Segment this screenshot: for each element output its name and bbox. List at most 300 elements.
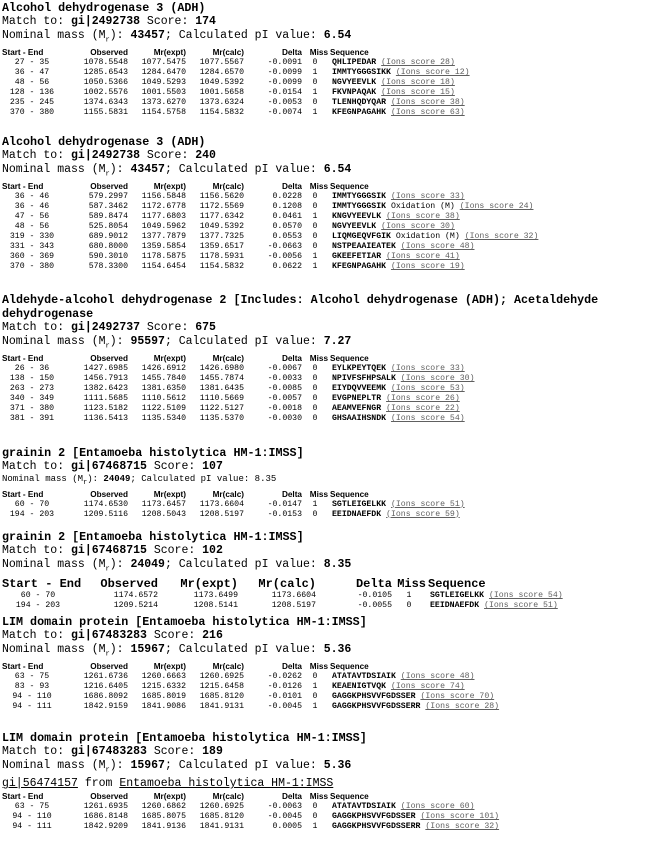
cell-miss: 0 bbox=[312, 404, 318, 414]
table-row bbox=[2, 262, 492, 272]
cell-delta: -0.0057 bbox=[267, 394, 302, 404]
table-header-row bbox=[2, 490, 492, 500]
nominal-mass: 24049 bbox=[130, 558, 165, 571]
cell-sequence bbox=[328, 108, 492, 118]
cell-delta: -0.0099 bbox=[267, 78, 302, 88]
cell-observed: 689.9012 bbox=[88, 232, 128, 242]
cell-mr-expt: 1177.6803 bbox=[141, 212, 186, 222]
cell-mr-expt: 1122.5109 bbox=[141, 404, 186, 414]
cell-observed: 1261.6935 bbox=[83, 802, 128, 812]
protein-hit bbox=[2, 293, 657, 424]
cell-sequence bbox=[328, 88, 492, 98]
pi-value: 8.35 bbox=[254, 474, 277, 484]
ions-score-link[interactable]: (Ions score 48) bbox=[400, 672, 475, 682]
column-header: Mr(calc) bbox=[258, 577, 316, 592]
cell-delta: -0.0262 bbox=[267, 672, 302, 682]
table-row bbox=[2, 802, 492, 812]
cell-observed: 1174.6572 bbox=[113, 591, 158, 601]
ions-score-link[interactable]: (Ions score 19) bbox=[390, 262, 465, 272]
cell-range: 63 - 75 bbox=[14, 672, 50, 682]
cell-mr-calc: 1172.5569 bbox=[199, 202, 244, 212]
column-header: Observed bbox=[90, 489, 128, 499]
cell-miss: 0 bbox=[312, 242, 318, 252]
cell-observed: 1686.8092 bbox=[83, 692, 128, 702]
alt-accession-line: gi|56474157 from Entamoeba histolytica HM-1:IMSS bbox=[2, 777, 334, 791]
match-line: Match to: gi|67483283 Score: 216 bbox=[2, 629, 223, 642]
cell-miss: 1 bbox=[406, 591, 412, 601]
protein-hit bbox=[2, 530, 657, 611]
peptide-sequence: ATATAVTDSIAIK bbox=[332, 672, 396, 682]
cell-sequence bbox=[328, 510, 492, 520]
peptide-sequence: AEAMVEFNGR bbox=[332, 404, 382, 414]
cell-range: 194 - 203 bbox=[15, 601, 61, 611]
peptide-sequence: FKVNPAQAK bbox=[332, 88, 377, 98]
cell-observed: 1209.5214 bbox=[113, 601, 158, 611]
cell-delta: -0.0055 bbox=[357, 601, 392, 611]
peptide-table bbox=[2, 662, 500, 712]
peptide-sequence: EYLKPEYTQEK bbox=[332, 364, 387, 374]
peptide-sequence: NGVYEEVLK bbox=[332, 78, 377, 88]
cell-sequence bbox=[328, 374, 492, 384]
peptide-sequence: IMMTYGGGSIK bbox=[332, 202, 387, 212]
cell-mr-calc: 1426.6980 bbox=[199, 364, 244, 374]
cell-mr-calc: 1359.6517 bbox=[199, 242, 244, 252]
cell-observed: 589.8474 bbox=[88, 212, 128, 222]
cell-mr-calc: 1154.5832 bbox=[199, 262, 244, 272]
cell-observed: 1111.5685 bbox=[83, 394, 128, 404]
cell-range: 138 - 150 bbox=[9, 374, 55, 384]
peptide-sequence: TLENHQDYQAR bbox=[332, 98, 387, 108]
ions-score-link[interactable]: (Ions score 101) bbox=[420, 812, 500, 822]
cell-sequence bbox=[328, 212, 492, 222]
table-row bbox=[2, 682, 492, 692]
protein-hit bbox=[2, 446, 657, 520]
protein-score: 216 bbox=[202, 629, 223, 642]
cell-range: 60 - 70 bbox=[14, 499, 50, 509]
ions-score-link[interactable]: (Ions score 33) bbox=[390, 364, 465, 374]
ions-score-link[interactable]: (Ions score 38) bbox=[386, 212, 460, 222]
alt-source-link[interactable]: Entamoeba histolytica HM-1:IMSS bbox=[119, 777, 334, 791]
cell-miss: 1 bbox=[312, 68, 318, 78]
column-header: Start - End bbox=[2, 792, 44, 802]
cell-miss: 1 bbox=[312, 212, 318, 222]
table-header-row bbox=[2, 792, 492, 802]
column-header: Mr(calc) bbox=[212, 489, 244, 499]
protein-score: 189 bbox=[202, 745, 223, 758]
cell-range: 94 - 110 bbox=[12, 692, 52, 702]
peptide-sequence: ATATAVTDSIAIK bbox=[332, 802, 396, 812]
ions-score-link[interactable]: (Ions score 26) bbox=[386, 394, 460, 404]
column-header: Sequence bbox=[428, 577, 486, 592]
column-header: Start - End bbox=[2, 489, 44, 499]
cell-mr-expt: 1154.6454 bbox=[141, 262, 186, 272]
table-row bbox=[2, 672, 492, 682]
cell-sequence bbox=[328, 58, 492, 68]
cell-delta: -0.0033 bbox=[267, 374, 302, 384]
cell-delta: -0.0030 bbox=[267, 414, 302, 424]
cell-mr-calc: 1377.7325 bbox=[199, 232, 244, 242]
nominal-mass: 15967 bbox=[130, 759, 165, 772]
cell-sequence bbox=[328, 78, 492, 88]
cell-range: 263 - 273 bbox=[9, 384, 55, 394]
cell-mr-expt: 1173.6457 bbox=[141, 499, 186, 509]
ions-score-link[interactable]: (Ions score 53) bbox=[390, 384, 465, 394]
cell-miss: 0 bbox=[312, 672, 318, 682]
protein-title: Aldehyde-alcohol dehydrogenase 2 [Includes: Alcohol dehydrogenase (ADH); Acetaldehyde dehydrogenase bbox=[2, 293, 606, 321]
ions-score-link[interactable]: (Ions score 54) bbox=[390, 414, 465, 424]
peptide-sequence: EIYDQVVEEMK bbox=[332, 384, 387, 394]
cell-observed: 1123.5182 bbox=[83, 404, 128, 414]
cell-observed: 1078.5548 bbox=[83, 58, 128, 68]
cell-sequence bbox=[328, 222, 492, 232]
cell-observed: 579.2997 bbox=[88, 192, 128, 202]
table-row bbox=[2, 510, 492, 520]
cell-delta: -0.0091 bbox=[267, 58, 302, 68]
cell-observed: 1050.5366 bbox=[83, 78, 128, 88]
table-row bbox=[2, 601, 557, 611]
cell-mr-calc: 1049.5392 bbox=[199, 222, 244, 232]
cell-miss: 0 bbox=[312, 384, 318, 394]
cell-mr-calc: 1215.6458 bbox=[199, 682, 244, 692]
cell-mr-expt: 1359.5854 bbox=[141, 242, 186, 252]
table-row bbox=[2, 68, 492, 78]
table-header-row bbox=[2, 48, 492, 58]
table-row bbox=[2, 702, 492, 712]
cell-mr-expt: 1173.6499 bbox=[193, 591, 238, 601]
ions-score-link[interactable]: (Ions score 51) bbox=[390, 499, 465, 509]
ions-score-link[interactable]: (Ions score 28) bbox=[381, 58, 455, 68]
table-row bbox=[2, 222, 492, 232]
cell-observed: 1382.6423 bbox=[83, 384, 128, 394]
peptide-sequence: GAGGKPHSVVFGDSSERR bbox=[332, 822, 421, 832]
table-row bbox=[2, 88, 492, 98]
cell-sequence bbox=[328, 98, 492, 108]
cell-mr-expt: 1049.5962 bbox=[141, 222, 186, 232]
column-header: Mr(calc) bbox=[212, 354, 244, 364]
column-header: Miss bbox=[309, 489, 328, 499]
ions-score-link[interactable]: (Ions score 70) bbox=[420, 692, 495, 702]
ions-score-link[interactable]: (Ions score 30) bbox=[400, 374, 475, 384]
ions-score-link[interactable]: (Ions score 38) bbox=[390, 98, 465, 108]
cell-range: 36 - 46 bbox=[14, 202, 50, 212]
cell-delta: -0.0053 bbox=[267, 98, 302, 108]
column-header: Sequence bbox=[330, 662, 369, 672]
table-row bbox=[2, 414, 492, 424]
ions-score-link[interactable]: (Ions score 12) bbox=[395, 68, 470, 78]
cell-miss: 1 bbox=[312, 108, 318, 118]
column-header: Mr(calc) bbox=[212, 48, 244, 58]
cell-mr-calc: 1841.9131 bbox=[199, 822, 244, 832]
cell-observed: 1374.6343 bbox=[83, 98, 128, 108]
table-row bbox=[2, 202, 492, 212]
cell-range: 319 - 330 bbox=[9, 232, 55, 242]
cell-sequence bbox=[328, 404, 492, 414]
ions-score-link[interactable]: (Ions score 28) bbox=[425, 702, 500, 712]
cell-range: 370 - 380 bbox=[9, 262, 55, 272]
cell-observed: 1261.6736 bbox=[83, 672, 128, 682]
ions-score-link[interactable]: (Ions score 33) bbox=[390, 192, 465, 202]
cell-mr-expt: 1208.5043 bbox=[141, 509, 186, 519]
cell-mr-expt: 1208.5141 bbox=[193, 601, 238, 611]
cell-sequence bbox=[328, 500, 492, 510]
column-header: Delta bbox=[281, 354, 302, 364]
cell-delta: -0.0099 bbox=[267, 68, 302, 78]
peptide-table bbox=[2, 490, 492, 520]
column-header: Start - End bbox=[2, 182, 44, 192]
cell-range: 48 - 56 bbox=[14, 222, 50, 232]
cell-observed: 1155.5831 bbox=[83, 108, 128, 118]
cell-delta: -0.0663 bbox=[267, 242, 302, 252]
pi-value: 8.35 bbox=[323, 558, 352, 571]
cell-miss: 0 bbox=[312, 192, 318, 202]
cell-mr-calc: 1177.6342 bbox=[199, 212, 244, 222]
table-row bbox=[2, 108, 492, 118]
cell-range: 194 - 203 bbox=[9, 509, 55, 519]
table-header-row bbox=[2, 577, 557, 591]
peptide-sequence: NGVYEEVLK bbox=[332, 222, 377, 232]
column-header: Mr(expt) bbox=[153, 662, 186, 672]
column-header: Sequence bbox=[330, 489, 369, 499]
cell-mr-calc: 1154.5832 bbox=[199, 108, 244, 118]
match-line: Match to: gi|67468715 Score: 107 bbox=[2, 460, 223, 473]
peptide-sequence: GAGGKPHSVVFGDSSER bbox=[332, 692, 416, 702]
cell-observed: 590.3010 bbox=[88, 252, 128, 262]
cell-delta: -0.0056 bbox=[267, 252, 302, 262]
cell-observed: 525.8054 bbox=[88, 222, 128, 232]
table-row bbox=[2, 374, 492, 384]
mass-line: Nominal mass $(M_r)$: 15967; Calculated pI value: 5.36 bbox=[2, 643, 352, 659]
column-header: Miss bbox=[309, 792, 328, 802]
column-header: Start - End bbox=[2, 577, 82, 592]
cell-sequence bbox=[328, 232, 539, 242]
cell-mr-calc: 1208.5197 bbox=[271, 601, 316, 611]
cell-sequence bbox=[328, 364, 492, 374]
column-header: Mr(expt) bbox=[180, 577, 238, 592]
cell-observed: 587.3462 bbox=[88, 202, 128, 212]
column-header: Start - End bbox=[2, 354, 44, 364]
table-row bbox=[2, 812, 492, 822]
cell-range: 60 - 70 bbox=[20, 591, 56, 601]
cell-mr-calc: 1135.5370 bbox=[199, 414, 244, 424]
peptide-sequence: SGTLEIGELKK bbox=[332, 499, 387, 509]
cell-miss: 0 bbox=[312, 394, 318, 404]
ions-score-link[interactable]: (Ions score 24) bbox=[459, 202, 534, 212]
cell-sequence bbox=[328, 68, 492, 78]
cell-range: 235 - 245 bbox=[9, 98, 55, 108]
peptide-sequence: NSTPEAAIEATEK bbox=[332, 242, 396, 252]
table-row bbox=[2, 98, 492, 108]
ions-score-link[interactable]: (Ions score 74) bbox=[390, 682, 465, 692]
mass-line: Nominal mass $(M_r)$: 24049; Calculated pI value: 8.35 bbox=[2, 474, 277, 487]
protein-hit bbox=[2, 1, 657, 118]
cell-delta: -0.0153 bbox=[267, 509, 302, 519]
cell-mr-calc: 1455.7874 bbox=[199, 374, 244, 384]
cell-range: 36 - 46 bbox=[14, 192, 50, 202]
ions-score-link[interactable]: (Ions score 30) bbox=[381, 222, 455, 232]
cell-mr-calc: 1156.5620 bbox=[199, 192, 244, 202]
cell-miss: 1 bbox=[312, 682, 318, 692]
column-header: Start - End bbox=[2, 662, 44, 672]
gi-accession: gi|67468715 bbox=[71, 544, 147, 557]
table-row bbox=[2, 384, 492, 394]
cell-range: 94 - 111 bbox=[12, 702, 52, 712]
column-header: Observed bbox=[90, 182, 128, 192]
protein-title: grainin 2 [Entamoeba histolytica HM-1:IMSS] bbox=[2, 446, 304, 460]
cell-observed: 1002.5576 bbox=[83, 88, 128, 98]
protein-hit bbox=[2, 615, 657, 712]
column-header: Delta bbox=[281, 48, 302, 58]
cell-observed: 1209.5116 bbox=[83, 509, 128, 519]
ions-score-link[interactable]: (Ions score 18) bbox=[381, 78, 455, 88]
cell-sequence bbox=[328, 812, 500, 822]
cell-miss: 1 bbox=[312, 499, 318, 509]
cell-delta: -0.0105 bbox=[357, 591, 392, 601]
column-header: Delta bbox=[281, 792, 302, 802]
cell-mr-calc: 1685.8120 bbox=[199, 692, 244, 702]
cell-mr-expt: 1841.9086 bbox=[141, 702, 186, 712]
column-header: Sequence bbox=[330, 48, 369, 58]
protein-hit bbox=[2, 135, 657, 272]
cell-mr-expt: 1685.8019 bbox=[141, 692, 186, 702]
cell-range: 360 - 369 bbox=[9, 252, 55, 262]
cell-miss: 1 bbox=[312, 702, 318, 712]
cell-miss: 1 bbox=[312, 88, 318, 98]
peptide-sequence: GHSAAIHSNDK bbox=[332, 414, 387, 424]
cell-miss: 0 bbox=[312, 509, 318, 519]
cell-observed: 1686.8148 bbox=[83, 812, 128, 822]
gi-accession: gi|67468715 bbox=[71, 460, 147, 473]
gi-accession: gi|67483283 bbox=[71, 745, 147, 758]
column-header: Observed bbox=[90, 792, 128, 802]
cell-mr-expt: 1077.5475 bbox=[141, 58, 186, 68]
protein-hit bbox=[2, 731, 657, 832]
cell-sequence bbox=[328, 672, 492, 682]
column-header: Delta bbox=[281, 662, 302, 672]
cell-observed: 1174.6530 bbox=[83, 499, 128, 509]
column-header: Miss bbox=[309, 48, 328, 58]
peptide-sequence: EEIDNAEFDK bbox=[430, 601, 480, 611]
ions-score-link[interactable]: (Ions score 22) bbox=[386, 404, 460, 414]
cell-mr-expt: 1841.9136 bbox=[141, 822, 186, 832]
column-header: Observed bbox=[100, 577, 158, 592]
modification: Oxidation (M) bbox=[390, 202, 455, 212]
protein-title: Alcohol dehydrogenase 3 (ADH) bbox=[2, 135, 206, 149]
cell-sequence bbox=[426, 591, 563, 601]
ions-score-link[interactable]: (Ions score 51) bbox=[484, 601, 558, 611]
cell-observed: 1285.6543 bbox=[83, 68, 128, 78]
modification: Oxidation (M) bbox=[395, 232, 460, 242]
peptide-sequence: IMMTYGGGSIKK bbox=[332, 68, 391, 78]
table-row bbox=[2, 58, 492, 68]
cell-delta: -0.0067 bbox=[267, 364, 302, 374]
mass-line: Nominal mass $(M_r)$: 43457; Calculated pI value: 6.54 bbox=[2, 163, 352, 179]
cell-miss: 0 bbox=[312, 812, 318, 822]
mass-line: Nominal mass $(M_r)$: 15967; Calculated pI value: 5.36 bbox=[2, 759, 352, 775]
ions-score-link[interactable]: (Ions score 32) bbox=[464, 232, 539, 242]
column-header: Observed bbox=[90, 662, 128, 672]
cell-mr-expt: 1284.6470 bbox=[141, 68, 186, 78]
cell-miss: 0 bbox=[312, 802, 318, 812]
cell-delta: -0.0045 bbox=[267, 812, 302, 822]
match-line: Match to: gi|67483283 Score: 189 bbox=[2, 745, 223, 758]
cell-delta: -0.0018 bbox=[267, 404, 302, 414]
cell-miss: 0 bbox=[312, 98, 318, 108]
cell-miss: 1 bbox=[312, 822, 318, 832]
ions-score-link[interactable]: (Ions score 32) bbox=[425, 822, 500, 832]
cell-observed: 1842.9209 bbox=[83, 822, 128, 832]
column-header: Mr(expt) bbox=[153, 792, 186, 802]
cell-mr-calc: 1178.5931 bbox=[199, 252, 244, 262]
ions-score-link[interactable]: (Ions score 54) bbox=[488, 591, 563, 601]
cell-sequence bbox=[328, 252, 492, 262]
cell-delta: -0.0154 bbox=[267, 88, 302, 98]
cell-mr-calc: 1841.9131 bbox=[199, 702, 244, 712]
cell-sequence bbox=[328, 682, 492, 692]
pi-value: 5.36 bbox=[323, 759, 352, 772]
peptide-sequence: GAGGKPHSVVFGDSSERR bbox=[332, 702, 421, 712]
cell-sequence bbox=[328, 802, 492, 812]
table-row bbox=[2, 212, 492, 222]
cell-mr-calc: 1001.5658 bbox=[199, 88, 244, 98]
column-header: Miss bbox=[309, 662, 328, 672]
peptide-sequence: EEIDNAEFDK bbox=[332, 509, 382, 519]
cell-range: 63 - 75 bbox=[14, 802, 50, 812]
cell-mr-expt: 1260.6663 bbox=[141, 672, 186, 682]
column-header: Mr(expt) bbox=[153, 48, 186, 58]
ions-score-link[interactable]: (Ions score 59) bbox=[386, 509, 460, 519]
cell-sequence bbox=[328, 822, 500, 832]
cell-mr-expt: 1377.7879 bbox=[141, 232, 186, 242]
ions-score-link[interactable]: (Ions score 60) bbox=[400, 802, 475, 812]
cell-mr-expt: 1373.6270 bbox=[141, 98, 186, 108]
cell-mr-calc: 1381.6435 bbox=[199, 384, 244, 394]
peptide-sequence: LIQMGEQVFGIK bbox=[332, 232, 391, 242]
cell-mr-calc: 1173.6604 bbox=[199, 499, 244, 509]
peptide-sequence: QHLIPEDAR bbox=[332, 58, 377, 68]
protein-title: LIM domain protein [Entamoeba histolytica HM-1:IMSS] bbox=[2, 731, 367, 745]
cell-delta: -0.0045 bbox=[267, 702, 302, 712]
cell-miss: 0 bbox=[312, 692, 318, 702]
alt-gi-link[interactable]: gi|56474157 bbox=[2, 777, 78, 791]
cell-range: 94 - 110 bbox=[12, 812, 52, 822]
cell-delta: -0.0085 bbox=[267, 384, 302, 394]
column-header: Observed bbox=[90, 48, 128, 58]
cell-mr-calc: 1208.5197 bbox=[199, 509, 244, 519]
ions-score-link[interactable]: (Ions score 48) bbox=[400, 242, 475, 252]
cell-mr-calc: 1110.5669 bbox=[199, 394, 244, 404]
cell-delta: -0.0126 bbox=[267, 682, 302, 692]
protein-score: 240 bbox=[195, 149, 216, 162]
cell-sequence bbox=[328, 192, 492, 202]
peptide-table bbox=[2, 182, 539, 272]
ions-score-link[interactable]: (Ions score 41) bbox=[386, 252, 460, 262]
ions-score-link[interactable]: (Ions score 15) bbox=[381, 88, 455, 98]
cell-miss: 1 bbox=[312, 252, 318, 262]
nominal-mass: 24049 bbox=[103, 474, 131, 484]
cell-mr-expt: 1156.5848 bbox=[141, 192, 186, 202]
nominal-mass: 43457 bbox=[130, 29, 165, 42]
protein-title: LIM domain protein [Entamoeba histolytica HM-1:IMSS] bbox=[2, 615, 367, 629]
column-header: Miss bbox=[309, 182, 328, 192]
cell-range: 27 - 35 bbox=[14, 58, 50, 68]
table-row bbox=[2, 252, 492, 262]
peptide-sequence: KFEGNPAGAHK bbox=[332, 108, 387, 118]
cell-miss: 0 bbox=[312, 374, 318, 384]
ions-score-link[interactable]: (Ions score 63) bbox=[390, 108, 465, 118]
cell-range: 48 - 56 bbox=[14, 78, 50, 88]
nominal-mass: 15967 bbox=[130, 643, 165, 656]
cell-observed: 1842.9159 bbox=[83, 702, 128, 712]
